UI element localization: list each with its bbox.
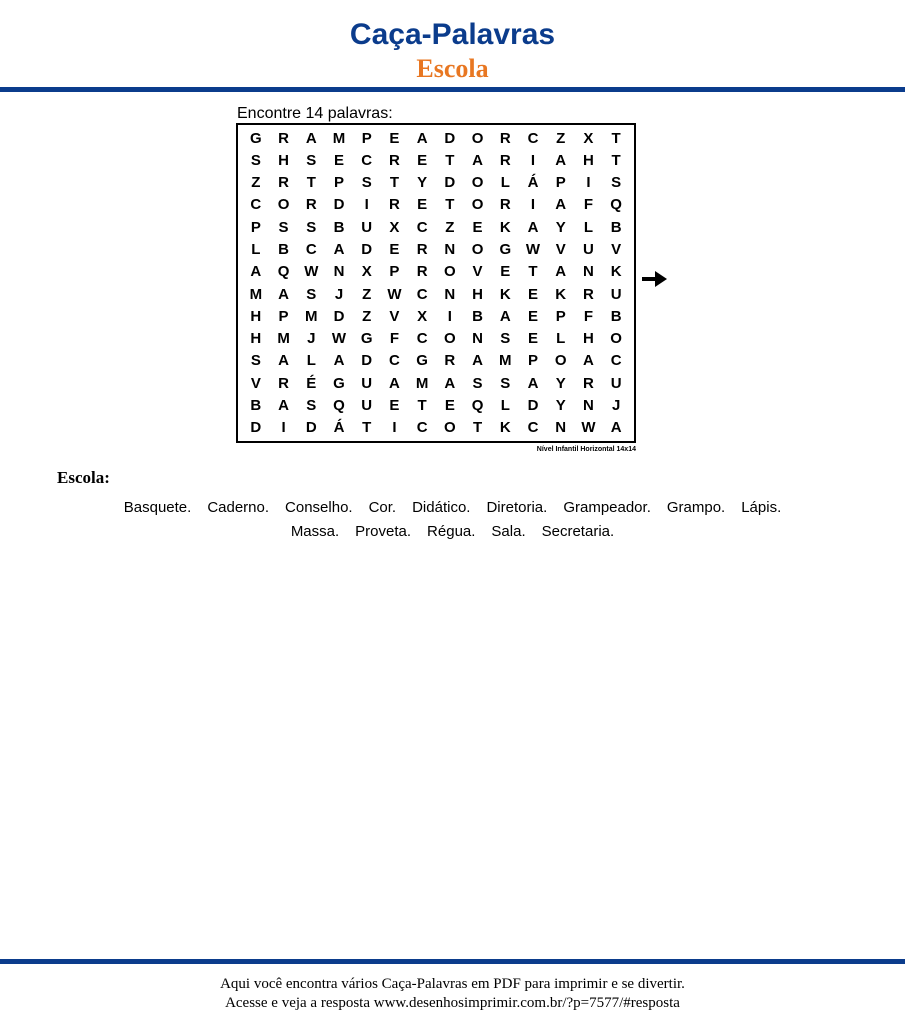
grid-cell: A <box>583 352 594 370</box>
word-list-item: Diretoria. <box>486 499 548 516</box>
grid-cell: O <box>471 196 484 214</box>
grid-cell: N <box>333 263 345 281</box>
grid-cell: N <box>583 397 594 415</box>
grid-cell: N <box>444 285 456 303</box>
grid-cell: R <box>389 151 400 169</box>
grid-cell: W <box>581 419 596 437</box>
grid-cell: C <box>416 330 428 348</box>
word-list-item: Didático. <box>412 499 471 516</box>
grid-cell: Z <box>362 307 372 325</box>
grid-cell: U <box>361 374 373 392</box>
grid-cell: A <box>416 129 428 147</box>
grid-cell: L <box>251 241 261 259</box>
word-list-item: Grampo. <box>666 499 726 516</box>
grid-cell: D <box>333 196 345 214</box>
grid-cell: P <box>527 352 538 370</box>
grid-cell: U <box>610 374 622 392</box>
grid-cell: K <box>555 285 567 303</box>
grid-cell: T <box>611 129 621 147</box>
grid-cell: K <box>499 218 511 236</box>
grid-cell: T <box>306 174 316 192</box>
grid-cell: E <box>527 285 538 303</box>
grid-cell: M <box>415 374 429 392</box>
grid-cell: O <box>444 263 456 281</box>
grid-cell: É <box>306 374 317 392</box>
grid-cell: A <box>555 151 567 169</box>
grid-cell: S <box>250 352 261 370</box>
grid-cell: X <box>417 307 428 325</box>
grid-cell: T <box>389 174 399 192</box>
level-label: Nível Infantil Horizontal 14x14 <box>536 446 636 453</box>
grid-cell: C <box>527 129 539 147</box>
grid-cell: D <box>250 419 262 437</box>
grid-cell: M <box>305 307 318 325</box>
grid-cell: E <box>389 397 400 415</box>
grid-cell: R <box>389 196 400 214</box>
grid-cell: R <box>499 151 511 169</box>
grid-cell: P <box>389 263 400 281</box>
grid-cell: A <box>389 374 400 392</box>
grid-cell: E <box>500 263 511 281</box>
grid-cell: Á <box>333 419 345 437</box>
grid-cell: Q <box>333 397 345 415</box>
grid-cell: D <box>527 397 539 415</box>
grid-cell: S <box>250 151 261 169</box>
grid-cell: S <box>306 397 317 415</box>
grid-cell: J <box>334 285 344 303</box>
grid-cell: K <box>499 419 511 437</box>
word-list-item: Caderno. <box>207 499 270 516</box>
grid-cell: D <box>444 129 456 147</box>
grid-cell: A <box>555 196 567 214</box>
word-list-item: Lápis. <box>741 499 782 516</box>
page-title: Caça-Palavras <box>349 18 556 51</box>
grid-cell: Q <box>277 263 290 281</box>
grid-cell: B <box>278 241 289 259</box>
grid-cell: I <box>447 307 452 325</box>
footer <box>0 975 905 1013</box>
grid-cell: E <box>444 397 455 415</box>
grid-cell: S <box>306 151 317 169</box>
grid-cell: I <box>281 419 286 437</box>
grid-cell: M <box>277 330 290 348</box>
word-search-grid <box>236 123 636 443</box>
grid-cell: A <box>527 374 539 392</box>
grid-cell: B <box>472 307 483 325</box>
grid-cell: C <box>416 218 428 236</box>
grid-cell: Q <box>610 196 622 214</box>
grid-cell: J <box>307 330 316 348</box>
grid-cell: H <box>583 330 594 348</box>
grid-cell: B <box>610 307 622 325</box>
grid-cell: W <box>304 263 319 281</box>
grid-cell: Y <box>417 174 428 192</box>
grid-cell: P <box>555 307 566 325</box>
grid-cell: C <box>361 151 373 169</box>
grid-cell: R <box>583 374 594 392</box>
grid-cell: H <box>278 151 289 169</box>
grid-cell: N <box>583 263 594 281</box>
word-list-item: Régua. <box>427 523 476 540</box>
grid-cell: P <box>278 307 289 325</box>
grid-cell: T <box>362 419 372 437</box>
grid-cell: Y <box>555 374 566 392</box>
grid-cell: R <box>583 285 594 303</box>
grid-cell: C <box>610 352 622 370</box>
grid-cell: D <box>361 241 373 259</box>
grid-cell: O <box>444 419 456 437</box>
word-list-line-2 <box>40 520 865 544</box>
grid-cell: I <box>530 196 536 214</box>
grid-cell: O <box>471 241 484 259</box>
grid-cell: B <box>333 218 345 236</box>
grid-cell: I <box>364 196 369 214</box>
grid-cell: D <box>305 419 317 437</box>
grid-cell: V <box>555 241 566 259</box>
grid-cell: A <box>278 397 289 415</box>
grid-cell: C <box>389 352 400 370</box>
grid-cell: R <box>499 129 511 147</box>
grid-cell: A <box>610 419 622 437</box>
grid-cell: D <box>444 174 456 192</box>
word-list-item: Proveta. <box>355 523 412 540</box>
grid-cell: X <box>583 129 594 147</box>
right-arrow-icon <box>642 268 668 290</box>
word-list-item: Sala. <box>491 523 526 540</box>
grid-cell: Z <box>251 174 261 192</box>
grid-cell: T <box>445 196 455 214</box>
grid-cell: T <box>528 263 538 281</box>
grid-cell: O <box>471 174 484 192</box>
word-list <box>40 496 865 544</box>
grid-cell: A <box>305 129 317 147</box>
grid-cell: N <box>555 419 567 437</box>
grid-cell: E <box>389 129 400 147</box>
grid-cell: U <box>361 397 373 415</box>
grid-cell: O <box>277 196 290 214</box>
page-subtitle: Escola <box>416 54 489 83</box>
grid-cell: M <box>499 352 512 370</box>
grid-cell: P <box>250 218 261 236</box>
instructions: Encontre 14 palavras: <box>237 105 393 122</box>
grid-cell: M <box>332 129 346 147</box>
grid-cell: E <box>417 196 428 214</box>
grid-cell: F <box>583 196 593 214</box>
grid-cell: P <box>361 129 372 147</box>
grid-cell: S <box>306 218 317 236</box>
grid-cell: B <box>610 218 622 236</box>
grid-cell: E <box>333 151 344 169</box>
grid-cell: Y <box>555 397 566 415</box>
grid-cell: E <box>527 307 538 325</box>
grid-cell: U <box>610 285 622 303</box>
grid-cell: S <box>500 374 511 392</box>
grid-cell: N <box>472 330 483 348</box>
grid-cell: Z <box>556 129 566 147</box>
grid-cell: A <box>527 218 539 236</box>
grid-cell: T <box>611 151 621 169</box>
grid-cell: R <box>416 263 428 281</box>
word-list-item: Grampeador. <box>563 499 651 516</box>
grid-cell: C <box>527 419 539 437</box>
grid-cell: L <box>306 352 316 370</box>
grid-cell: A <box>555 263 567 281</box>
grid-cell: H <box>250 307 262 325</box>
grid-cell: R <box>278 129 289 147</box>
grid-cell: Z <box>362 285 372 303</box>
grid-cell: S <box>472 374 483 392</box>
grid-cell: S <box>361 174 372 192</box>
grid-cell: T <box>417 397 427 415</box>
grid-cell: A <box>333 241 345 259</box>
grid-cell: C <box>305 241 317 259</box>
grid-cell: L <box>583 218 593 236</box>
grid-cell: X <box>361 263 372 281</box>
grid-cell: E <box>417 151 428 169</box>
grid-cell: V <box>611 241 622 259</box>
grid-cell: G <box>250 129 262 147</box>
grid-cell: O <box>610 330 622 348</box>
grid-cell: Y <box>555 218 566 236</box>
grid-cell: C <box>416 285 428 303</box>
word-list-line-1 <box>40 496 865 520</box>
grid-cell: G <box>416 352 428 370</box>
grid-cell: H <box>583 151 594 169</box>
grid-cell: F <box>583 307 593 325</box>
word-list-item: Secretaria. <box>541 523 615 540</box>
grid-cell: Z <box>445 218 455 236</box>
grid-cell: F <box>389 330 399 348</box>
word-list-item: Basquete. <box>123 499 192 516</box>
grid-cell: E <box>389 241 400 259</box>
grid-cell: E <box>527 330 538 348</box>
grid-cell: R <box>278 174 289 192</box>
grid-cell: K <box>499 285 511 303</box>
grid-cell: B <box>250 397 262 415</box>
grid-cell: P <box>555 174 566 192</box>
grid-cell: H <box>250 330 262 348</box>
grid-cell: E <box>472 218 483 236</box>
grid-cell: O <box>444 330 456 348</box>
grid-cell: W <box>387 285 402 303</box>
grid-cell: R <box>305 196 317 214</box>
footer-line-2: Acesse e veja a resposta www.desenhosimprimir.com.br/?p=7577/#resposta <box>225 995 680 1011</box>
grid-cell: V <box>389 307 400 325</box>
grid-cell: J <box>611 397 621 415</box>
grid-cell: W <box>331 330 347 348</box>
grid-cell: H <box>472 285 483 303</box>
grid-cell: A <box>472 352 483 370</box>
grid-cell: L <box>500 174 510 192</box>
grid-cell: V <box>250 374 261 392</box>
grid-cell: U <box>361 218 373 236</box>
grid-cell: S <box>500 330 511 348</box>
grid-cell: S <box>611 174 622 192</box>
grid-cell: D <box>333 307 345 325</box>
grid-cell: K <box>610 263 622 281</box>
grid-cell: A <box>333 352 345 370</box>
grid-cell: P <box>333 174 344 192</box>
bottom-divider <box>0 959 905 964</box>
grid-cell: X <box>389 218 400 236</box>
grid-cell: A <box>278 285 289 303</box>
word-list-title: Escola: <box>57 468 110 487</box>
grid-cell: M <box>249 285 263 303</box>
footer-line-1: Aqui você encontra vários Caça-Palavras em PDF para imprimir e se divertir. <box>220 976 685 992</box>
grid-cell: A <box>472 151 483 169</box>
grid-cell: T <box>445 151 455 169</box>
grid-cell: U <box>583 241 594 259</box>
grid-cell: C <box>250 196 262 214</box>
grid-cell: O <box>471 129 484 147</box>
grid-cell: T <box>472 419 483 437</box>
word-list-item: Massa. <box>290 523 340 540</box>
grid-cell: A <box>444 374 456 392</box>
grid-cell: L <box>556 330 566 348</box>
grid-cell: G <box>333 374 345 392</box>
grid-cell: I <box>530 151 536 169</box>
grid-cell: R <box>444 352 456 370</box>
grid-cell: V <box>472 263 483 281</box>
grid-cell: I <box>586 174 591 192</box>
grid-cell: S <box>306 285 317 303</box>
grid-cell: R <box>278 374 289 392</box>
grid-cell: R <box>499 196 511 214</box>
grid-cell: Á <box>527 174 539 192</box>
grid-cell: A <box>278 352 289 370</box>
grid-cell: G <box>499 241 512 259</box>
grid-cell: L <box>500 397 510 415</box>
grid-cell: O <box>554 352 567 370</box>
grid-cell: Q <box>471 397 484 415</box>
word-list-item: Cor. <box>368 499 397 516</box>
grid-cell: W <box>525 241 541 259</box>
grid-cell: G <box>360 330 373 348</box>
grid-cell: S <box>278 218 289 236</box>
grid-cell: C <box>416 419 428 437</box>
grid-cell: N <box>444 241 456 259</box>
grid-cell: A <box>250 263 262 281</box>
grid-cell: I <box>392 419 397 437</box>
grid-cell: D <box>361 352 373 370</box>
grid-cell: R <box>416 241 428 259</box>
word-list-item: Conselho. <box>285 499 353 516</box>
grid-cell: A <box>499 307 511 325</box>
top-divider <box>0 87 905 92</box>
